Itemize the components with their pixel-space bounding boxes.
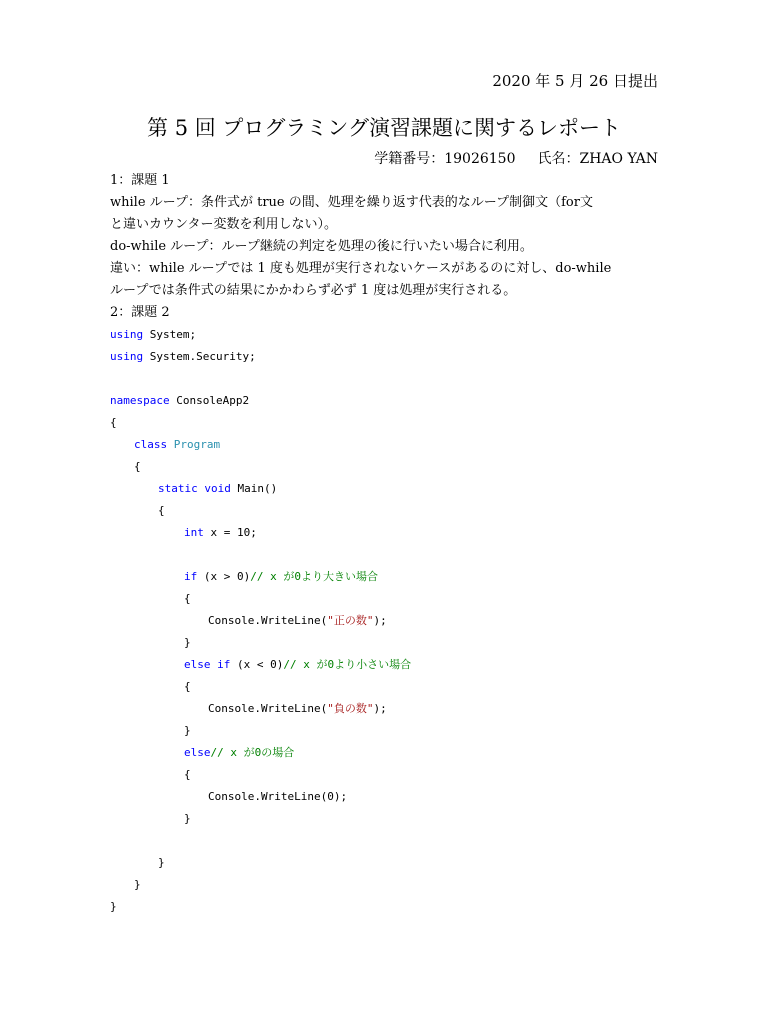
code-line xyxy=(110,764,411,786)
keyword: class xyxy=(134,438,168,451)
code-line xyxy=(110,610,411,632)
brace: } xyxy=(184,636,191,649)
code-blank-line xyxy=(110,544,411,566)
code-text: Console.WriteLine( xyxy=(208,702,328,715)
code-line xyxy=(110,478,411,500)
code-line xyxy=(110,390,411,412)
brace: { xyxy=(134,460,141,473)
code-text: ); xyxy=(373,614,387,627)
code-text: (x < 0) xyxy=(230,658,284,671)
paragraph-line: while ループ：条件式が true の間、処理を繰り返す代表的なループ制御文（for文 xyxy=(110,195,593,210)
brace: } xyxy=(184,812,191,825)
brace: { xyxy=(184,680,191,693)
code-line xyxy=(110,676,411,698)
student-info xyxy=(374,148,658,168)
code-text: System; xyxy=(143,328,197,341)
code-text: x = 10; xyxy=(203,526,257,539)
code-line xyxy=(110,852,411,874)
code-line xyxy=(110,742,411,764)
comment: // x が0より大きい場合 xyxy=(250,570,378,583)
code-line xyxy=(110,632,411,654)
student-id: 学籍番号：19026150 xyxy=(374,151,516,167)
code-line xyxy=(110,786,411,808)
paragraph-line: と違いカウンター変数を利用しない）。 xyxy=(110,217,337,232)
code-line xyxy=(110,720,411,742)
code-line xyxy=(110,434,411,456)
brace: } xyxy=(110,900,117,913)
section-1-heading: 1：課題 1 xyxy=(110,173,170,188)
code-line xyxy=(110,698,411,720)
code-line xyxy=(110,654,411,676)
keyword: int xyxy=(184,526,204,539)
section-1 xyxy=(110,170,620,324)
paragraph-line: ループでは条件式の結果にかかわらず必ず 1 度は処理が実行される。 xyxy=(110,283,517,298)
keyword: else xyxy=(184,746,211,759)
keyword: if xyxy=(184,570,198,583)
code-line xyxy=(110,874,411,896)
code-line xyxy=(110,522,411,544)
student-name: 氏名：ZHAO YAN xyxy=(537,151,658,167)
string-literal: "負の数" xyxy=(327,702,374,715)
code-line xyxy=(110,456,411,478)
type-name: Program xyxy=(173,438,221,451)
comment: // x が0より小さい場合 xyxy=(283,658,412,671)
keyword: using xyxy=(110,328,144,341)
comment: // x が0の場合 xyxy=(210,746,295,759)
brace: { xyxy=(110,416,117,429)
brace: } xyxy=(134,878,141,891)
code-line xyxy=(110,588,411,610)
code-text: ConsoleApp2 xyxy=(169,394,250,407)
report-title: 第 5 回 プログラミング演習課題に関するレポート xyxy=(147,116,621,140)
keyword: using xyxy=(110,350,144,363)
code-blank-line xyxy=(110,830,411,852)
code-line xyxy=(110,412,411,434)
keyword: static void xyxy=(158,482,231,495)
code-text: Main() xyxy=(230,482,278,495)
code-line xyxy=(110,896,411,918)
code-blank-line xyxy=(110,368,411,390)
code-line xyxy=(110,324,411,346)
section-2-heading: 2：課題 2 xyxy=(110,305,170,320)
code-text: ); xyxy=(373,702,387,715)
code-line xyxy=(110,566,411,588)
brace: } xyxy=(184,724,191,737)
brace: { xyxy=(184,768,191,781)
paragraph-line: 違い：while ループでは 1 度も処理が実行されないケースがあるのに対し、do-while xyxy=(110,261,612,276)
code-text: Console.WriteLine(0); xyxy=(208,790,348,803)
code-line xyxy=(110,346,411,368)
code-line xyxy=(110,500,411,522)
code-text: System.Security; xyxy=(143,350,256,363)
submission-date: 2020 年 5 月 26 日提出 xyxy=(492,72,658,90)
code-listing xyxy=(110,324,411,918)
brace: { xyxy=(184,592,191,605)
code-text: (x > 0) xyxy=(197,570,251,583)
code-text: Console.WriteLine( xyxy=(208,614,328,627)
brace: { xyxy=(158,504,165,517)
keyword: namespace xyxy=(110,394,170,407)
string-literal: "正の数" xyxy=(327,614,374,627)
code-line xyxy=(110,808,411,830)
keyword: else if xyxy=(184,658,231,671)
paragraph-line: do-while ループ：ループ継続の判定を処理の後に行いたい場合に利用。 xyxy=(110,239,533,254)
brace: } xyxy=(158,856,165,869)
